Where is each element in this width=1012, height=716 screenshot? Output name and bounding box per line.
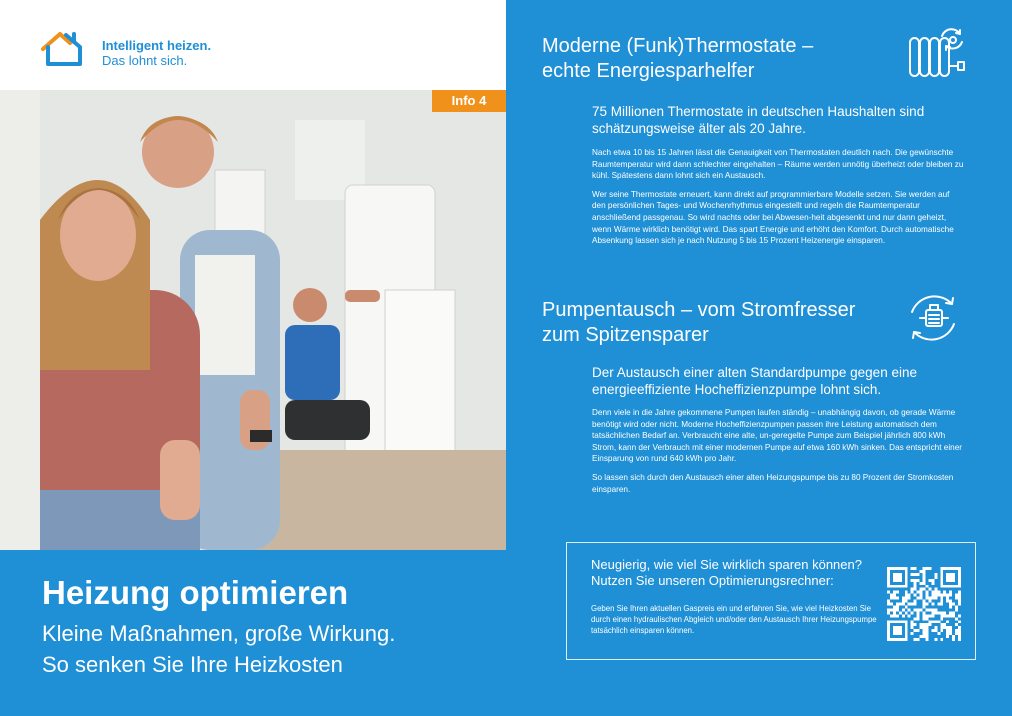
house-logo-icon [40, 30, 92, 68]
pump-title-line-1: Pumpentausch – vom Stromfresser [542, 299, 856, 321]
qr-code-icon[interactable] [887, 567, 961, 641]
radiator-thermostat-icon [906, 26, 968, 82]
brand-header [0, 0, 506, 90]
thermostat-title-line-2: echte Energiesparhelfer [542, 60, 755, 82]
thermostat-lead: 75 Millionen Thermostate in deutschen Haushalten sind schätzungsweise älter als 20 Jahre. [592, 104, 925, 136]
photo-illustration [0, 90, 506, 550]
thermostat-paragraph-2: Wer seine Thermostate erneuert, kann direkt auf programmierbare Modelle setzen. Sie werden auf den persönlichen Tages- und Wochenrhythmus eingestellt und regeln die Raumtemperatur anschließend passgenau. So wird nachts oder bei Abwesen-heit abgesenkt und nur dann geheizt, wenn Wärme wirklich benötigt wird. Das spart Energie und erhöht den Komfort. Durch automatische Absenkung lassen sich je nach Nutzung 5 bis 15 Prozent Heizenergie einsparen. [592, 189, 954, 246]
hero-title: Heizung optimieren [42, 574, 349, 611]
people-photo [0, 90, 506, 550]
right-panel [506, 0, 1012, 716]
calculator-cta-box [566, 542, 976, 660]
pump-title-line-2: zum Spitzensparer [542, 324, 709, 346]
thermostat-paragraph-1: Nach etwa 10 bis 15 Jahren lässt die Genauigkeit von Thermostaten deutlich nach. Die gewünschte Raumtemperatur wird dann schlechter eingehalten – Räume werden unnötig überheizt oder bleiben zu kühl. Spätestens dann lohnt sich ein Austausch. [592, 148, 964, 181]
brand-line-1: Intelligent heizen. [102, 38, 212, 53]
pump-body [592, 407, 964, 502]
info-badge: Info 4 [432, 90, 506, 112]
hero-subtitle [42, 618, 395, 680]
cta-text: Geben Sie Ihren aktuellen Gaspreis ein und erfahren Sie, wie viel Heizkosten Sie durch einen hydraulischen Abgleich und/oder den Austausch Ihrer Heizungspumpe tatsächlich einsparen können. [591, 604, 877, 635]
brand-slogan [102, 38, 211, 68]
hero-section [0, 550, 506, 716]
pump-paragraph-1: Denn viele in die Jahre gekommene Pumpen laufen ständig – unabhängig davon, ob gerade Wärme benötigt wird oder nicht. Moderne Hocheffizienzpumpen passen ihre Leistung automatisch dem tatsächlichen Bedarf an. Verbraucht eine alte, un-geregelte Pumpe zum Beispiel jährlich 800 kWh Strom, kann der Verbrauch mit einer modernen Pumpe auf etwa 160 kWh sinken. Das entspricht einer Einsparung von rund 640 kWh pro Jahr. [592, 408, 962, 464]
pump-section-title [542, 298, 855, 348]
cta-title: Neugierig, wie viel Sie wirklich sparen können? Nutzen Sie unseren Optimierungsrechner: [591, 557, 862, 588]
pump-exchange-icon [902, 290, 964, 346]
hero-subtitle-line-1: Kleine Maßnahmen, große Wirkung. [42, 621, 396, 646]
pump-lead: Der Austausch einer alten Standardpumpe gegen eine energieeffiziente Hocheffizienzpumpe lohnt sich. [592, 365, 917, 397]
thermostat-body [592, 147, 964, 254]
thermostat-section-title [542, 34, 813, 84]
hero-subtitle-line-2: So senken Sie Ihre Heizkosten [42, 652, 343, 677]
brand-line-2: Das lohnt sich. [102, 53, 188, 68]
thermostat-title-line-1: Moderne (Funk)Thermostate – [542, 35, 814, 57]
pump-paragraph-2: So lassen sich durch den Austausch einer alten Heizungspumpe bis zu 80 Prozent der Stromkosten einsparen. [592, 472, 954, 494]
